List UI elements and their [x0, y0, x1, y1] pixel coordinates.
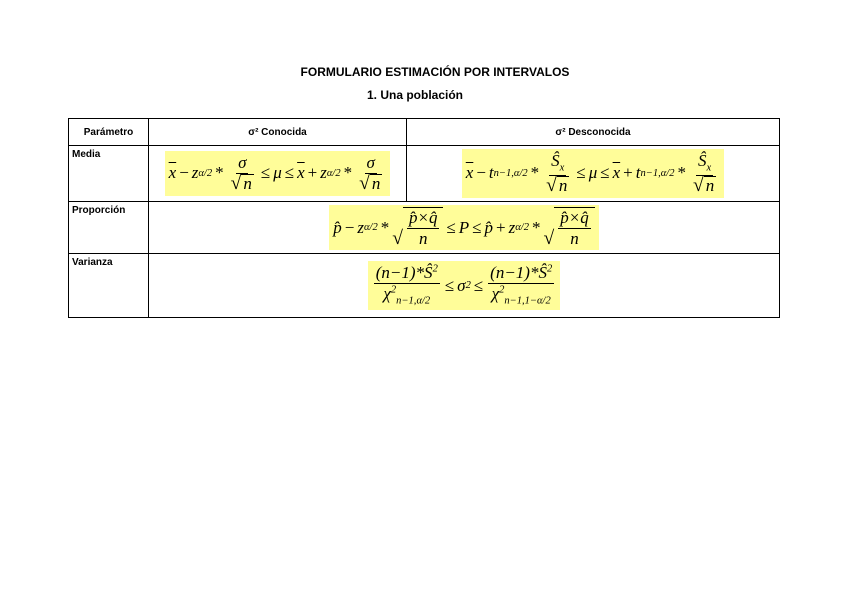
- header-sigma-desconocida: σ² Desconocida: [407, 119, 780, 146]
- row-label-media: Media: [69, 146, 149, 202]
- page-subtitle: 1. Una población: [366, 88, 463, 102]
- row-label-varianza: Varianza: [69, 254, 149, 318]
- row-label-proporcion: Proporción: [69, 202, 149, 254]
- formula-highlight: $\overline{x}$ − z α/2 * σ √ n ≤ μ ≤ $\overline{x}$ + z α/2 * σ √ n: [165, 151, 391, 195]
- table-row-media: [69, 146, 780, 202]
- table-header-row: [69, 119, 780, 146]
- formula-highlight: p̂ − z α/2 * √ $\frac{p̂\times q̂}{n}$ ≤ P ≤ p̂ + z α/2 * √ $\frac{p̂\times q̂}{n}$: [329, 205, 598, 250]
- formula-proporcion: [149, 202, 780, 254]
- table-row-proporcion: [69, 202, 780, 254]
- formula-media-desconocida: [407, 146, 780, 202]
- page-title: FORMULARIO ESTIMACIÓN POR INTERVALOS: [300, 65, 570, 79]
- formula-highlight: $\overline{x}$ − t n−1,α/2 * $Ŝ_x$ √ n ≤ μ ≤ $\overline{x}$ + t n−1,α/2 * $Ŝ_x$ √ n: [462, 149, 724, 197]
- header-sigma-conocida: σ² Conocida: [149, 119, 407, 146]
- formula-highlight: $\frac{(n-1)*Ŝ^2}{\chi^2_{n-1,\alpha/2}}$ ≤ σ 2 ≤ $\frac{(n-1)*Ŝ^2}{\chi^2_{n-1,1-\alpha/2}}$: [368, 261, 560, 309]
- formula-media-conocida: [149, 146, 407, 202]
- formula-varianza: [149, 254, 780, 318]
- header-parametro: Parámetro: [69, 119, 149, 146]
- formula-table: [68, 118, 780, 318]
- table-row-varianza: [69, 254, 780, 318]
